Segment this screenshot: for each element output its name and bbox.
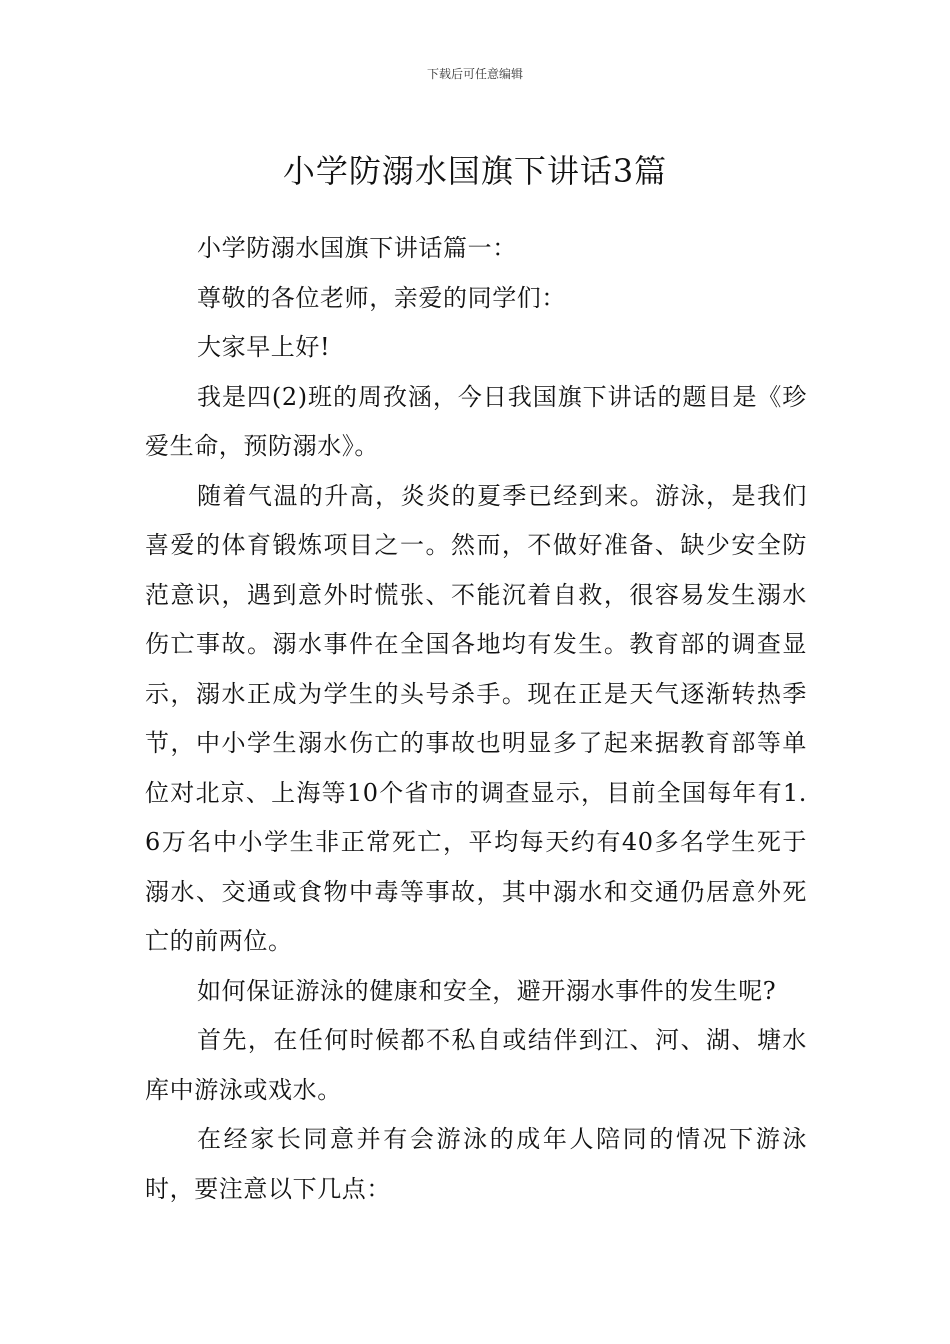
paragraph-section-heading: 小学防溺水国旗下讲话篇一： (197, 234, 517, 262)
paragraph-background: 随着气温的升高，炎炎的夏季已经到来。游泳，是我们喜爱的体育锻炼项目之一。然而，不做好准备、缺少安全防范意识，遇到意外时慌张、不能沉着自救，很容易发生溺水伤亡事故。溺水事件在全国各地均有发生。教育部的调查显示，溺水正成为学生的头号杀手。现在正是天气逐渐转热季节，中小学生溺水伤亡的事故也明显多了起来据教育部等单位对北京、上海等10个省市的调查显示，目前全国每年有1.6万名中小学生非正常死亡，平均每天约有40多名学生死于溺水、交通或食物中毒等事故，其中溺水和交通仍居意外死亡的前两位。 (145, 481, 807, 955)
document-body (145, 224, 807, 1214)
paragraph-conditions: 在经家长同意并有会游泳的成年人陪同的情况下游泳时，要注意以下几点： (145, 1125, 807, 1203)
header-note: 下载后可任意编辑 (426, 67, 523, 81)
paragraph-salutation: 尊敬的各位老师，亲爱的同学们： (197, 283, 566, 312)
paragraph-question: 如何保证游泳的健康和安全，避开溺水事件的发生呢? (197, 976, 777, 1005)
paragraph-introduction: 我是四(2)班的周孜涵，今日我国旗下讲话的题目是《珍爱生命，预防溺水》。 (145, 382, 807, 460)
document-title: 小学防溺水国旗下讲话3篇 (282, 152, 668, 191)
paragraph-greeting: 大家早上好! (197, 333, 331, 361)
paragraph-first-point: 首先，在任何时候都不私自或结伴到江、河、湖、塘水库中游泳或戏水。 (145, 1026, 807, 1104)
